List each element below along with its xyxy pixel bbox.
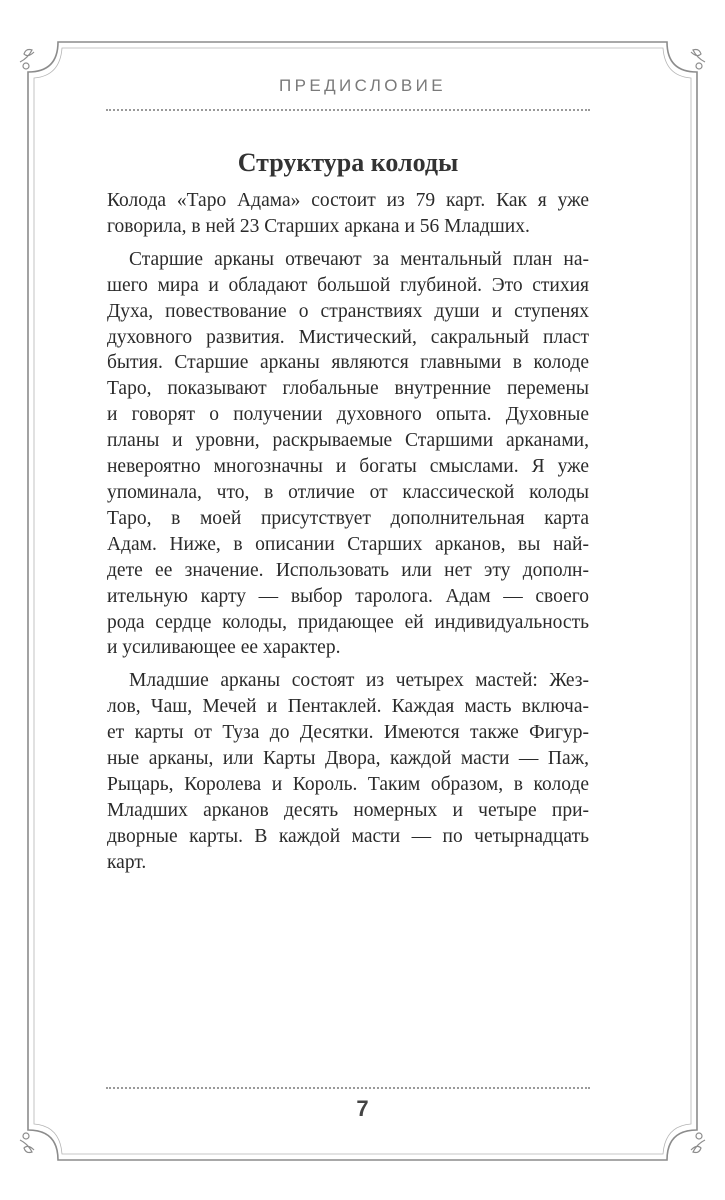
text-line: карт. xyxy=(107,851,147,873)
page-number: 7 xyxy=(356,1096,369,1121)
text-line: Таро, в моей присутствует дополнительная карта xyxy=(107,507,589,529)
text-line: и говорят о получении духовного опыта. Духовные xyxy=(107,404,589,426)
text-line: ительную карту — выбор таролога. Адам — своего xyxy=(107,585,589,607)
text-line: бытия. Старшие арканы являются главными в колоде xyxy=(107,352,589,374)
paragraph-minor-arcana xyxy=(107,668,589,875)
text-line: Духа, повествование о странствиях души и ступенях xyxy=(107,300,589,322)
text-line: Адам. Ниже, в описании Старших арканов, вы най- xyxy=(107,533,589,555)
page-body xyxy=(107,148,589,876)
text-line: невероятно многозначны и богаты смыслами. Я уже xyxy=(107,456,589,478)
text-line: Младших арканов десять номерных и четыре при- xyxy=(107,799,589,821)
text-line: Старшие арканы отвечают за ментальный план на- xyxy=(129,248,589,270)
text-line: дворные карты. В каждой масти — по четырнадцать xyxy=(107,825,589,847)
text-line: упоминала, что, в отличие от классической колоды xyxy=(107,481,589,503)
text-line: духовного развития. Мистический, сакральный пласт xyxy=(107,326,589,348)
paragraph-intro xyxy=(107,188,589,240)
text-line: Таро, показывают глобальные внутренние перемены xyxy=(107,378,589,400)
section-heading: Структура колоды xyxy=(237,148,459,177)
text-line: ные арканы, или Карты Двора, каждой масти — Паж, xyxy=(107,748,589,770)
footer-dotted-rule xyxy=(106,1087,590,1089)
text-line: Колода «Таро Адама» состоит из 79 карт. Как я уже xyxy=(107,190,589,211)
text-line: дете ее значение. Использовать или нет эту дополн- xyxy=(107,559,589,581)
text-line: Рыцарь, Королева и Король. Таким образом, в колоде xyxy=(107,773,589,795)
header-dotted-rule xyxy=(106,109,590,111)
running-header-title: ПРЕДИСЛОВИЕ xyxy=(278,76,447,95)
text-line: шего мира и обладают большой глубиной. Это стихия xyxy=(107,274,589,296)
text-line: и усиливающее ее характер. xyxy=(107,637,341,659)
text-line: говорила, в ней 23 Старших аркана и 56 Младших. xyxy=(107,215,530,237)
text-line: Младшие арканы состоят из четырех мастей: Жез- xyxy=(129,670,589,692)
text-line: лов, Чаш, Мечей и Пентаклей. Каждая масть включа- xyxy=(107,696,589,718)
text-line: рода сердце колоды, придающее ей индивидуальность xyxy=(107,611,589,633)
paragraph-major-arcana xyxy=(107,247,589,662)
text-line: ет карты от Туза до Десятки. Имеются также Фигур- xyxy=(107,722,589,744)
text-line: планы и уровни, раскрываемые Старшими арканами, xyxy=(107,430,589,452)
